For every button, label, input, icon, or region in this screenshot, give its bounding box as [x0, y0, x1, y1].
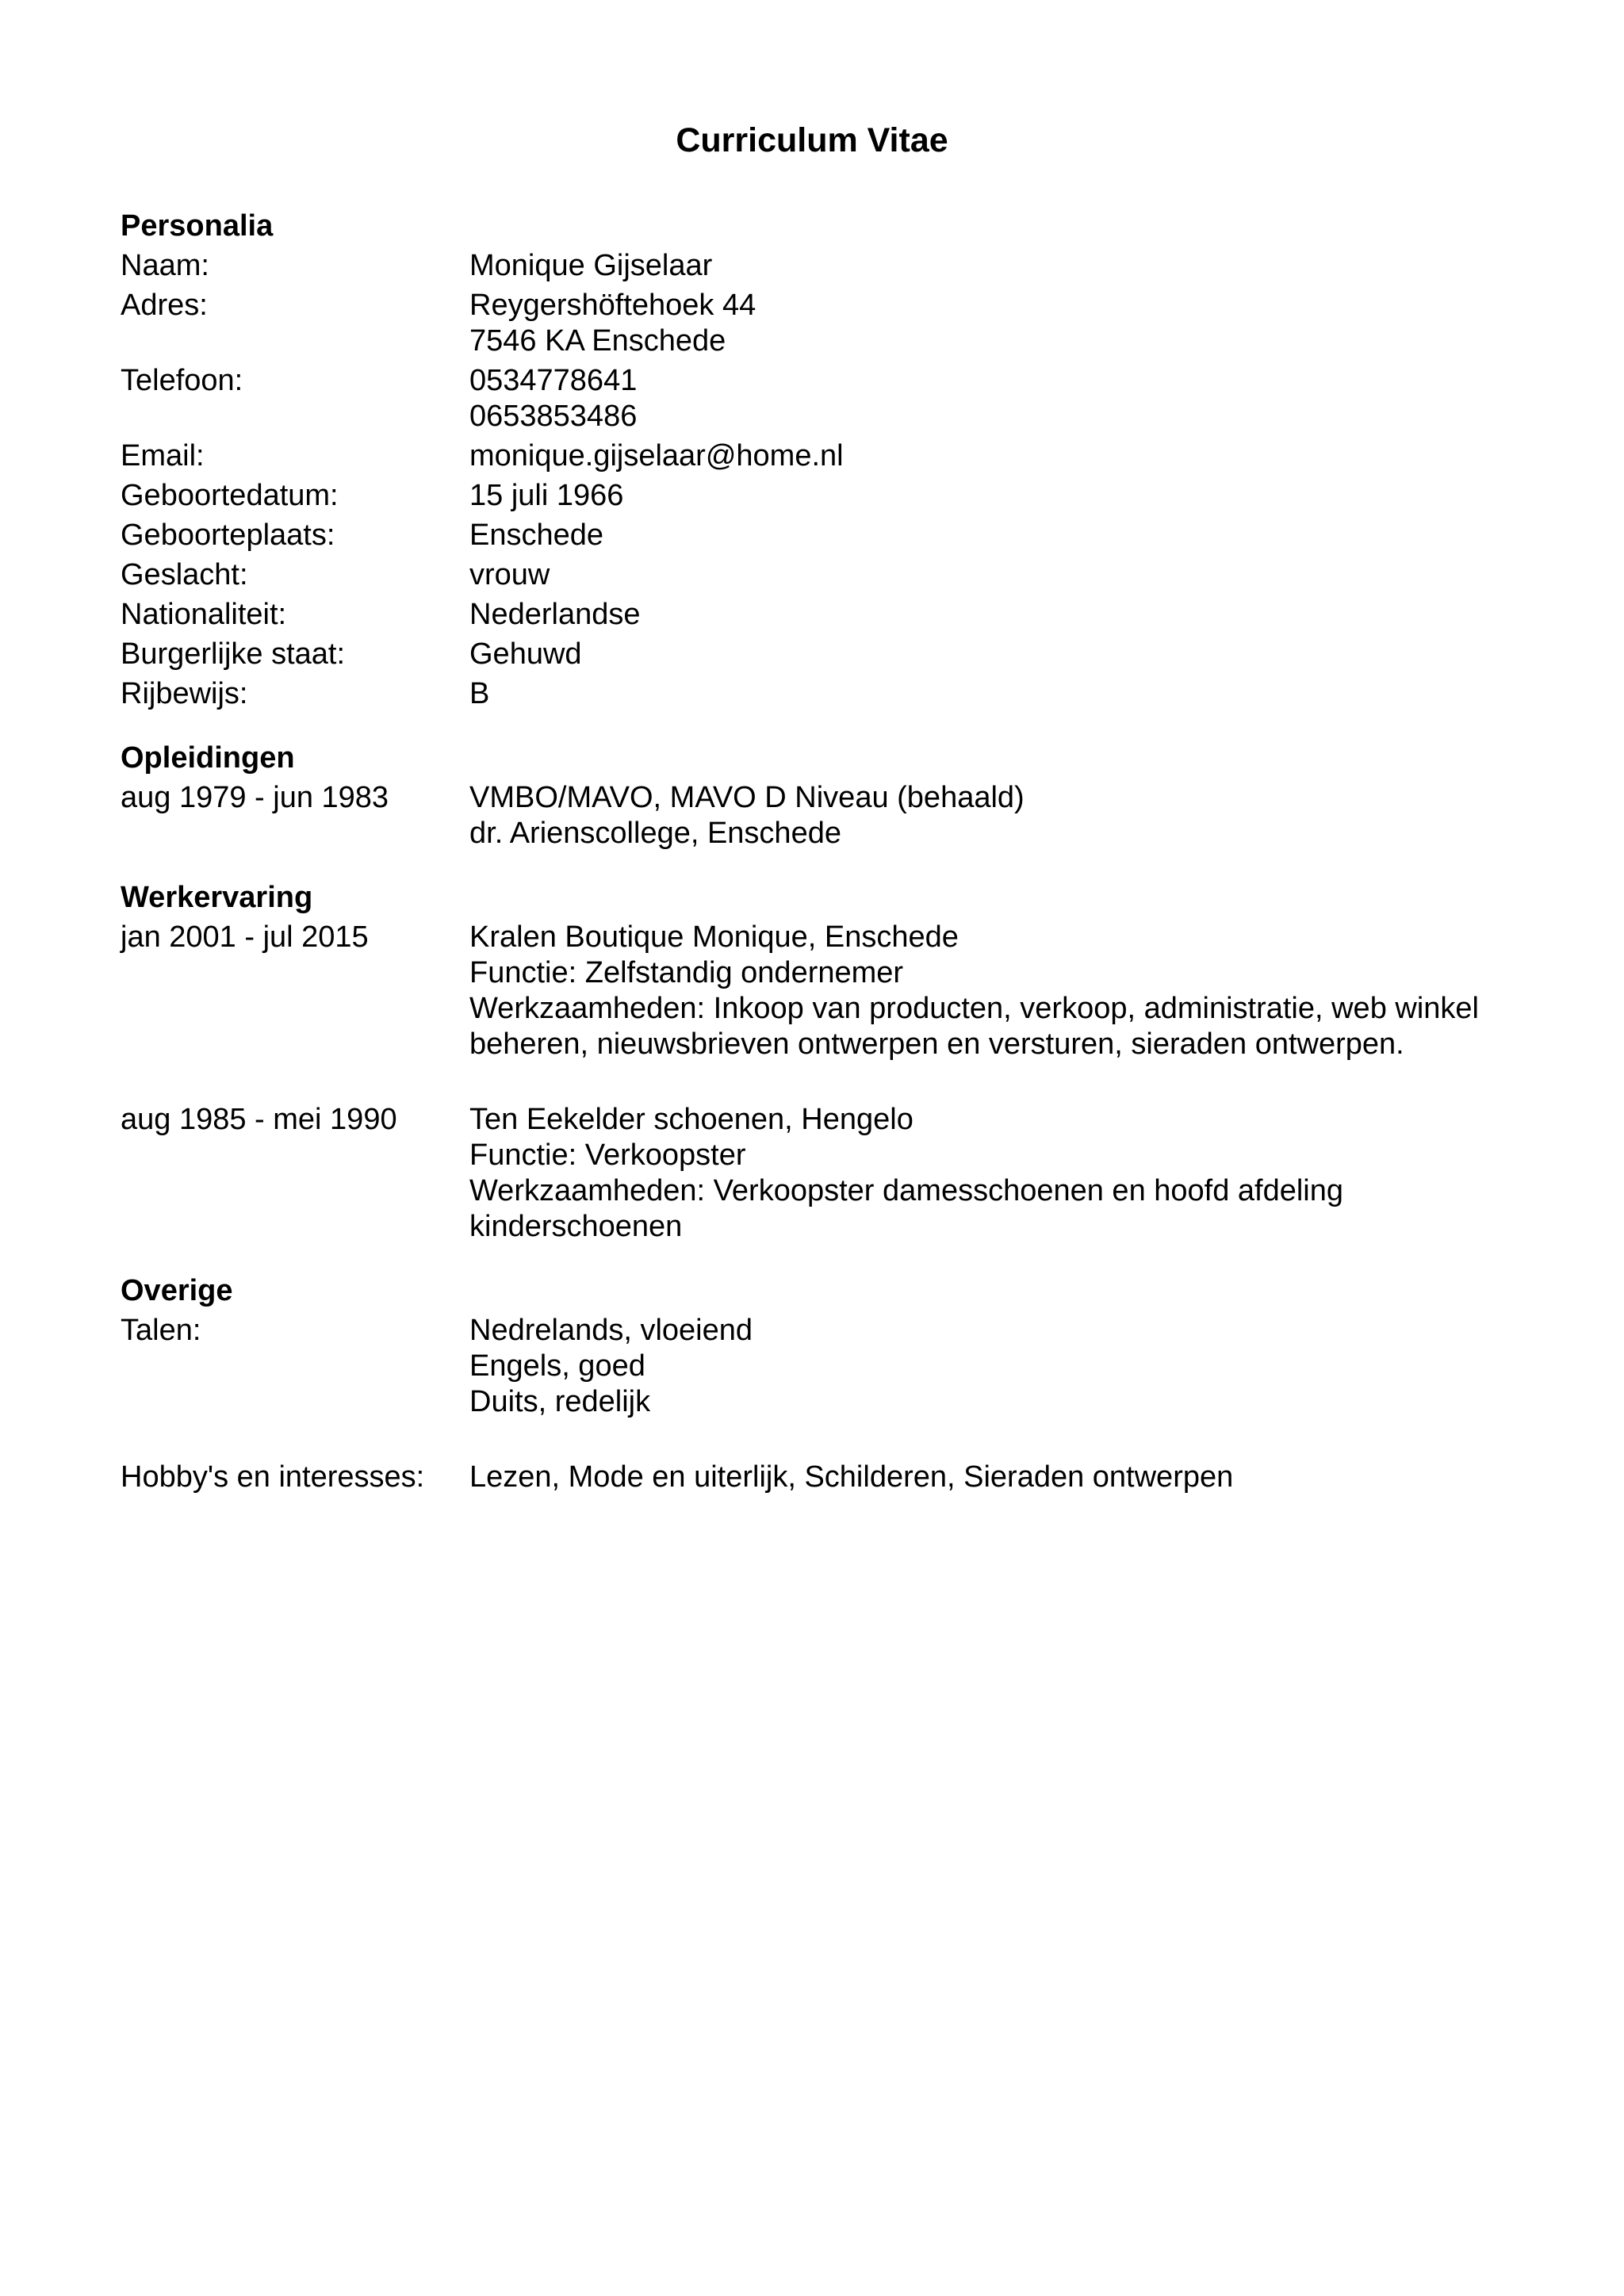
- value-line: dr. Arienscollege, Enschede: [469, 817, 841, 850]
- row-value: [469, 363, 1516, 434]
- row-telefoon: [121, 363, 1516, 434]
- section-personalia: [121, 208, 1516, 712]
- value-line: Kralen Boutique Monique, Enschede: [469, 920, 959, 954]
- row-label: Geslacht:: [121, 558, 248, 591]
- row-value: [469, 920, 1516, 1062]
- section-heading-overige: Overige: [121, 1274, 233, 1307]
- value-line: beheren, nieuwsbrieven ontwerpen en versturen, sieraden ontwerpen.: [469, 1027, 1404, 1061]
- value-line: 0534778641: [469, 364, 638, 397]
- row-label: Adres:: [121, 289, 208, 322]
- row-label: Email:: [121, 439, 205, 473]
- row-talen: [121, 1313, 1516, 1420]
- document-title: Curriculum Vitae: [676, 121, 948, 159]
- section-werkervaring: [121, 879, 1516, 1245]
- row-label: Burgerlijke staat:: [121, 637, 346, 671]
- row-value: [469, 518, 1516, 553]
- row-value: [469, 1313, 1516, 1420]
- row-naam: [121, 248, 1516, 284]
- value-line: Werkzaamheden: Verkoopster damesschoenen en hoofd afdeling: [469, 1174, 1344, 1207]
- row-geslacht: [121, 557, 1516, 593]
- row-burgerlijke-staat: [121, 637, 1516, 672]
- value-line: monique.gijselaar@home.nl: [469, 439, 844, 473]
- value-line: Monique Gijselaar: [469, 249, 713, 282]
- row-nationaliteit: [121, 597, 1516, 633]
- row-label: Telefoon:: [121, 364, 243, 397]
- value-line: Nedrelands, vloeiend: [469, 1314, 753, 1347]
- row-rijbewijs: [121, 676, 1516, 712]
- value-line: 0653853486: [469, 400, 638, 433]
- value-line: Werkzaamheden: Inkoop van producten, verkoop, administratie, web winkel: [469, 992, 1479, 1025]
- section-overige: [121, 1272, 1516, 1495]
- value-line: Gehuwd: [469, 637, 582, 671]
- row-value: [469, 1460, 1516, 1495]
- row-label: Geboorteplaats:: [121, 519, 335, 552]
- row-label: aug 1985 - mei 1990: [121, 1103, 397, 1136]
- cv-content: [121, 208, 1516, 1495]
- value-line: 7546 KA Enschede: [469, 324, 726, 358]
- row-label: Hobby's en interesses:: [121, 1460, 425, 1494]
- row-label: Rijbewijs:: [121, 677, 248, 710]
- row-label: Naam:: [121, 249, 209, 282]
- row-werkervaring: [121, 1102, 1516, 1245]
- value-line: Enschede: [469, 519, 604, 552]
- row-label: Talen:: [121, 1314, 201, 1347]
- row-label: Geboortedatum:: [121, 479, 339, 512]
- row-geboortedatum: [121, 478, 1516, 514]
- row-adres: [121, 288, 1516, 359]
- row-value: [469, 637, 1516, 672]
- row-value: [469, 597, 1516, 633]
- value-line: B: [469, 677, 490, 710]
- value-line: Duits, redelijk: [469, 1385, 651, 1418]
- value-line: Ten Eekelder schoenen, Hengelo: [469, 1103, 914, 1136]
- value-line: Functie: Zelfstandig ondernemer: [469, 956, 904, 989]
- row-label: Nationaliteit:: [121, 598, 287, 631]
- value-line: Lezen, Mode en uiterlijk, Schilderen, Sieraden ontwerpen: [469, 1460, 1234, 1494]
- section-opleidingen: [121, 740, 1516, 851]
- row-value: [469, 676, 1516, 712]
- row-label: aug 1979 - jun 1983: [121, 781, 389, 814]
- section-heading-werkervaring: Werkervaring: [121, 881, 313, 914]
- row-werkervaring: [121, 920, 1516, 1062]
- row-opleiding: [121, 780, 1516, 851]
- value-line: Reygershöftehoek 44: [469, 289, 756, 322]
- row-value: [469, 478, 1516, 514]
- row-label: jan 2001 - jul 2015: [121, 920, 369, 954]
- row-value: [469, 780, 1516, 851]
- row-value: [469, 438, 1516, 474]
- row-value: [469, 1102, 1516, 1245]
- value-line: Functie: Verkoopster: [469, 1138, 746, 1172]
- row-email: [121, 438, 1516, 474]
- row-geboorteplaats: [121, 518, 1516, 553]
- row-value: [469, 557, 1516, 593]
- section-heading-personalia: Personalia: [121, 209, 274, 243]
- row-value: [469, 288, 1516, 359]
- value-line: kinderschoenen: [469, 1210, 683, 1243]
- row-value: [469, 248, 1516, 284]
- section-heading-opleidingen: Opleidingen: [121, 741, 295, 775]
- value-line: VMBO/MAVO, MAVO D Niveau (behaald): [469, 781, 1025, 814]
- row-hobbys: [121, 1460, 1516, 1495]
- value-line: 15 juli 1966: [469, 479, 624, 512]
- value-line: Nederlandse: [469, 598, 641, 631]
- value-line: Engels, goed: [469, 1349, 645, 1383]
- value-line: vrouw: [469, 558, 550, 591]
